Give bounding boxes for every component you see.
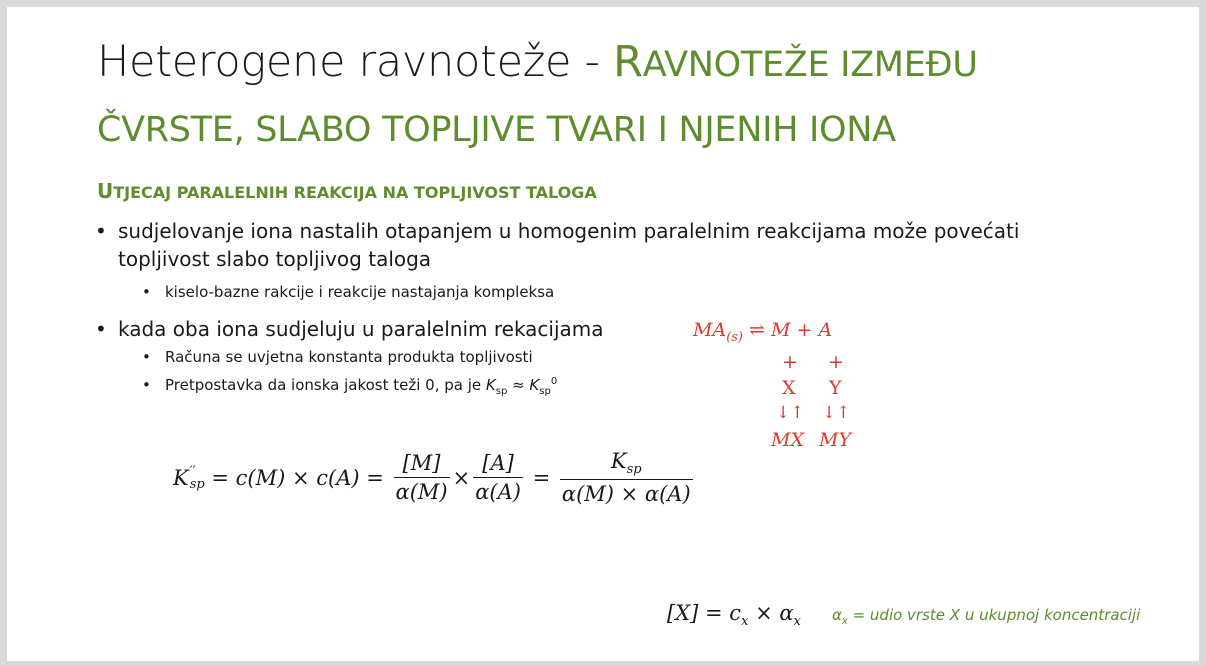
- frac-ksp-sub: sp: [626, 462, 642, 478]
- slide-title-line1: [97, 37, 978, 87]
- reaction-my: MY: [819, 429, 851, 451]
- reaction-m: M: [771, 319, 791, 341]
- bullet-1-line2: topljivost slabo topljivog taloga: [118, 247, 432, 271]
- title-part2-rest: AVNOTEŽE IZMEĐU: [642, 45, 978, 85]
- bottom-alpha-sub: x: [793, 614, 801, 630]
- ksp-k: K: [485, 376, 496, 394]
- reaction-plus-m: +: [782, 351, 798, 373]
- ksp-sub: sp: [495, 386, 508, 397]
- sub-bullet-dot: •: [142, 376, 151, 394]
- subtitle-rest: TJECAJ PARALELNIH REAKCIJA NA TOPLJIVOST TALOGA: [113, 183, 597, 202]
- reaction-ma: MA: [693, 319, 727, 341]
- reaction-arrows-m: ↓↑: [776, 403, 805, 423]
- ksp0-sub: sp: [539, 386, 551, 397]
- bottom-c: c: [729, 601, 742, 625]
- reaction-x: X: [782, 377, 796, 399]
- bullet-2: kada oba iona sudjeluju u paralelnim rekacijama: [118, 317, 604, 341]
- reaction-y: Y: [829, 377, 842, 399]
- fraction-ksp: [560, 449, 693, 506]
- eq-k-sub: sp: [189, 476, 205, 492]
- frac-ksp-den: α(M) × α(A): [560, 479, 693, 506]
- reaction-arrows-a: ↓↑: [822, 403, 851, 423]
- alpha-definition-note: [832, 606, 1140, 627]
- note-alpha: α: [832, 606, 842, 624]
- ksp0-sup: 0: [550, 376, 558, 387]
- frac-m-num: [M]: [402, 451, 441, 476]
- eq-times: ×: [452, 465, 471, 490]
- eq-equals: =: [525, 465, 557, 490]
- frac-a-den: α(A): [473, 477, 523, 504]
- bullet-dot: •: [95, 219, 107, 243]
- sub-bullet-dot: •: [142, 283, 151, 301]
- reaction-mx: MX: [771, 429, 804, 451]
- frac-ksp-num: [609, 449, 644, 479]
- bottom-c-sub: x: [741, 614, 749, 630]
- slide-title-line2: [97, 102, 896, 152]
- species-concentration-formula: [667, 601, 801, 629]
- frac-ksp-k: K: [610, 449, 627, 473]
- reaction-plus: +: [790, 319, 819, 341]
- sub-bullet-dot: •: [142, 348, 151, 366]
- title-part1: Heterogene ravnoteže -: [97, 37, 614, 87]
- note-text: = udio vrste X u ukupnoj koncentraciji: [847, 606, 1141, 624]
- bottom-alpha: α: [779, 601, 794, 625]
- frac-a-num: [A]: [482, 451, 514, 476]
- section-heading: [97, 179, 597, 203]
- note-alpha-sub: x: [841, 616, 848, 627]
- fraction-a: [473, 451, 523, 504]
- bottom-lhs: [X] =: [667, 601, 730, 625]
- bullet-1-line1: sudjelovanje iona nastalih otapanjem u homogenim paralelnim reakcijama može povećati: [118, 219, 1020, 243]
- reaction-a: A: [818, 319, 833, 341]
- equilibrium-arrow: ⇌: [743, 319, 772, 341]
- reaction-main: [693, 319, 832, 345]
- approx-sign: ≈: [507, 376, 530, 394]
- sub2-text: Pretpostavka da ionska jakost teži 0, pa je: [165, 376, 486, 394]
- eq-k-sup: ′′: [189, 463, 196, 479]
- subtitle-first: U: [97, 179, 114, 203]
- reaction-plus-a: +: [828, 351, 844, 373]
- eq-k: K: [173, 465, 189, 490]
- title-line2: ČVRSTE, SLABO TOPLJIVE TVARI I NJENIH IONA: [97, 110, 896, 150]
- bullet-dot: •: [95, 317, 107, 341]
- reaction-solid: (s): [726, 329, 744, 345]
- eq-k-scripts: [190, 465, 205, 491]
- conditional-ksp-equation: [173, 449, 696, 506]
- slide: [7, 7, 1199, 661]
- bullet-1-sub-1: kiselo-bazne rakcije i reakcije nastajanja kompleksa: [165, 283, 555, 301]
- bottom-times: ×: [748, 601, 780, 625]
- fraction-m: [394, 451, 450, 504]
- ksp0-k: K: [529, 376, 540, 394]
- eq-product: = c(M) × c(A) =: [204, 465, 391, 490]
- bullet-2-sub-1: Računa se uvjetna konstanta produkta topljivosti: [165, 348, 533, 366]
- frac-m-den: α(M): [394, 477, 450, 504]
- bullet-2-sub-2: [165, 376, 557, 397]
- title-part2-first: R: [613, 37, 643, 87]
